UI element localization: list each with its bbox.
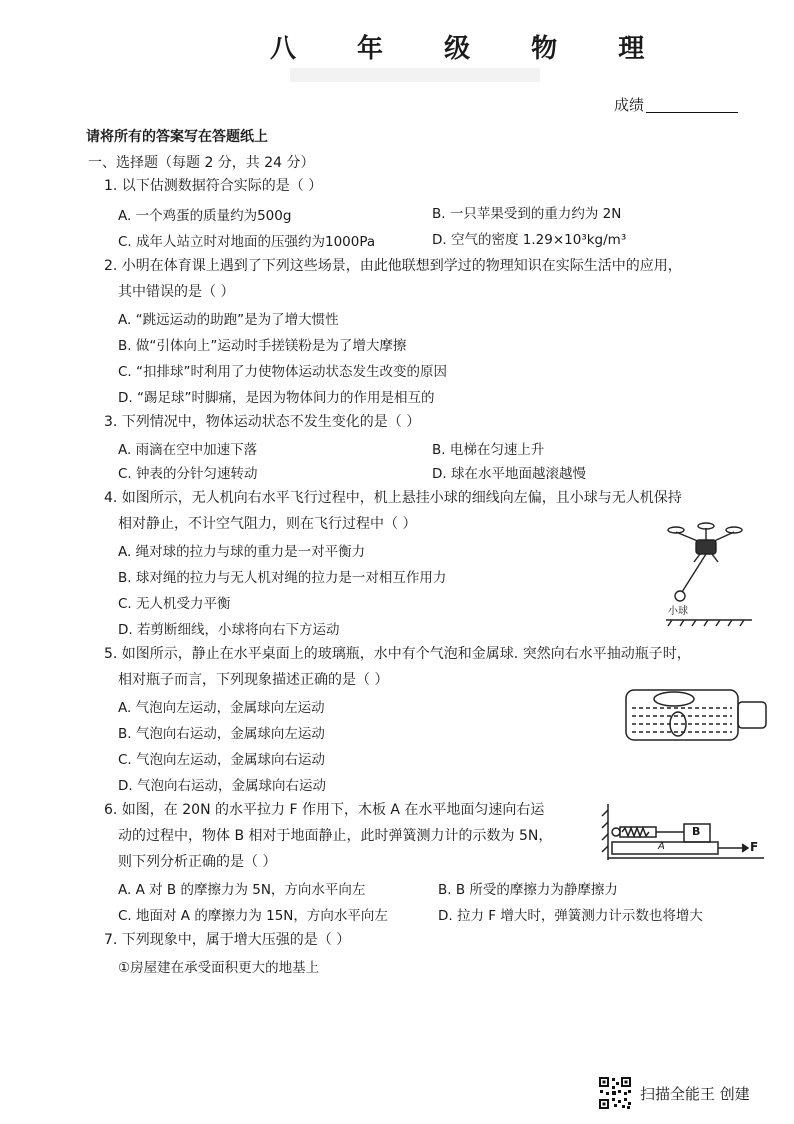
force-f-label: F bbox=[750, 840, 759, 854]
question-1-stem: 1. 以下估测数据符合实际的是（ ） bbox=[104, 178, 323, 194]
faded-subtitle-band bbox=[290, 68, 540, 82]
qr-code-icon bbox=[598, 1076, 632, 1110]
question-5-option-b: B. 气泡向右运动，金属球向左运动 bbox=[118, 726, 325, 742]
bottle-drawing bbox=[622, 686, 772, 744]
answer-notice: 请将所有的答案写在答题纸上 bbox=[86, 129, 268, 145]
score-blank-line bbox=[646, 112, 738, 113]
question-3-option-d: D. 球在水平地面越滚越慢 bbox=[432, 466, 586, 482]
question-1-option-a: A. 一个鸡蛋的质量约为500g bbox=[118, 208, 292, 224]
question-2-option-a: A. “跳远运动的助跑”是为了增大惯性 bbox=[118, 312, 339, 328]
bottle-figure bbox=[622, 686, 772, 744]
question-4-stem-line2: 相对静止，不计空气阻力，则在飞行过程中（ ） bbox=[118, 516, 417, 532]
question-4-option-c: C. 无人机受力平衡 bbox=[118, 596, 231, 612]
question-5-stem-line1: 5. 如图所示，静止在水平桌面上的玻璃瓶，水中有个气泡和金属球. 突然向右水平抽动瓶子时， bbox=[104, 646, 691, 662]
question-6-stem-line3: 则下列分析正确的是（ ） bbox=[118, 854, 277, 870]
question-1-option-c: C. 成年人站立时对地面的压强约为1000Pa bbox=[118, 234, 376, 250]
question-2-option-d: D. “踢足球”时脚痛，是因为物体间力的作用是相互的 bbox=[118, 390, 435, 406]
spring-scale-drawing bbox=[598, 800, 774, 868]
ball-label: 小球 bbox=[668, 606, 688, 617]
score-field bbox=[614, 94, 738, 115]
question-4-option-b: B. 球对绳的拉力与无人机对绳的拉力是一对相互作用力 bbox=[118, 570, 447, 586]
question-5-option-a: A. 气泡向左运动，金属球向左运动 bbox=[118, 700, 325, 716]
question-3-option-c: C. 钟表的分针匀速转动 bbox=[118, 466, 258, 482]
question-6-option-d: D. 拉力 F 增大时，弹簧测力计示数也将增大 bbox=[438, 908, 703, 924]
footer-brand: 扫描全能王 创建 bbox=[640, 1085, 750, 1103]
question-2-option-c: C. “扣排球”时利用了力使物体运动状态发生改变的原因 bbox=[118, 364, 447, 380]
spring-scale-figure bbox=[598, 800, 774, 868]
score-label: 成绩 bbox=[614, 96, 645, 114]
drone-figure bbox=[660, 520, 756, 628]
question-7-option-1: ①房屋建在承受面积更大的地基上 bbox=[118, 960, 320, 976]
question-1-option-d: D. 空气的密度 1.29×10³kg/m³ bbox=[432, 232, 627, 248]
question-3-option-b: B. 电梯在匀速上升 bbox=[432, 442, 545, 458]
question-4-option-a: A. 绳对球的拉力与球的重力是一对平衡力 bbox=[118, 544, 366, 560]
question-2-stem-line1: 2. 小明在体育课上遇到了下列这些场景，由此他联想到学过的物理知识在实际生活中的应用， bbox=[104, 258, 682, 274]
question-4-stem-line1: 4. 如图所示，无人机向右水平飞行过程中，机上悬挂小球的细线向左偏，且小球与无人机保持 bbox=[104, 490, 682, 506]
question-4-option-d: D. 若剪断细线，小球将向右下方运动 bbox=[118, 622, 340, 638]
section-title: 一、选择题（每题 2 分，共 24 分） bbox=[88, 155, 315, 171]
block-b-label: B bbox=[692, 825, 701, 838]
board-a-label: A bbox=[658, 841, 665, 852]
question-6-stem-line1: 6. 如图，在 20N 的水平拉力 F 作用下，木板 A 在水平地面匀速向右运 bbox=[104, 802, 545, 818]
question-7-stem: 7. 下列现象中，属于增大压强的是（ ） bbox=[104, 932, 351, 948]
qr-code-drawing bbox=[598, 1076, 632, 1110]
question-6-option-c: C. 地面对 A 的摩擦力为 15N，方向水平向左 bbox=[118, 908, 388, 924]
question-6-stem-line2: 动的过程中，物体 B 相对于地面静止，此时弹簧测力计的示数为 5N， bbox=[118, 828, 553, 844]
question-5-option-c: C. 气泡向左运动，金属球向右运动 bbox=[118, 752, 326, 768]
question-3-option-a: A. 雨滴在空中加速下落 bbox=[118, 442, 258, 458]
question-6-option-a: A. A 对 B 的摩擦力为 5N，方向水平向左 bbox=[118, 882, 366, 898]
question-2-stem-line2: 其中错误的是（ ） bbox=[118, 284, 235, 300]
question-5-option-d: D. 气泡向右运动，金属球向右运动 bbox=[118, 778, 326, 794]
page-title: 八 年 级 物 理 bbox=[270, 34, 671, 64]
question-5-stem-line2: 相对瓶子而言，下列现象描述正确的是（ ） bbox=[118, 672, 389, 688]
question-1-option-b: B. 一只苹果受到的重力约为 2N bbox=[432, 206, 622, 222]
question-3-stem: 3. 下列情况中，物体运动状态不发生变化的是（ ） bbox=[104, 414, 421, 430]
question-6-option-b: B. B 所受的摩擦力为静摩擦力 bbox=[438, 882, 618, 898]
question-2-option-b: B. 做“引体向上”运动时手搓镁粉是为了增大摩擦 bbox=[118, 338, 407, 354]
